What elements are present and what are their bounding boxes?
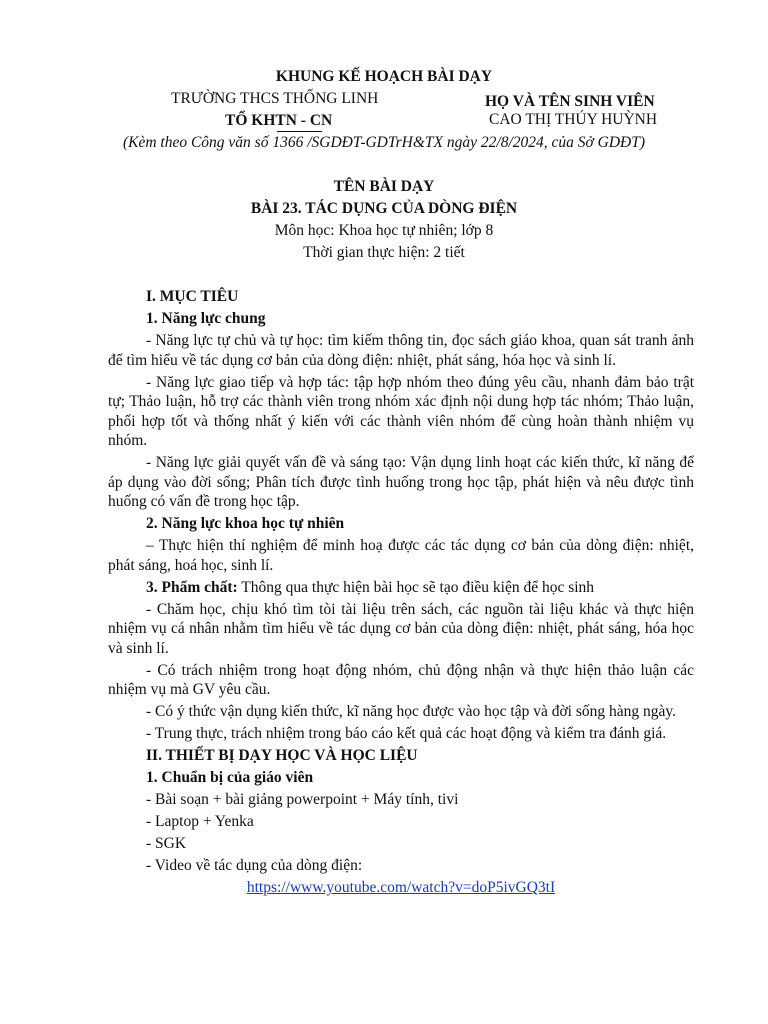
paragraph-communication: - Năng lực giao tiếp và hợp tác: tập hợp nhóm theo đúng yêu cầu, nhanh đảm bảo trật tự; Thảo luận, hỗ trợ các thành viên trong nhóm xác định nội dung hợp tác nhóm; Thảo luận, phối hợp tốt và thống nhất ý kiến với các thành viên nhóm để cùng hoàn thành nhiệm vụ nhóm.	[108, 373, 694, 449]
video-link-line	[108, 878, 694, 898]
lesson-subject: Môn học: Khoa học tự nhiên; lớp 8	[274, 222, 494, 239]
subheading-qualities: 3. Phẩm chất:	[146, 578, 238, 596]
lesson-duration: Thời gian thực hiện: 2 tiết	[303, 244, 465, 261]
subheading-general-competence: 1. Năng lực chung	[146, 310, 266, 327]
student-label: HỌ VÀ TÊN SINH VIÊN	[485, 93, 655, 110]
qualities-line	[108, 578, 694, 598]
attachment-note-prefix: (Kèm theo Công văn số	[122, 134, 273, 151]
subheading-science-competence: 2. Năng lực khoa học tự nhiên	[146, 515, 345, 532]
section-heading-equipment: II. THIẾT BỊ DẠY HỌC VÀ HỌC LIỆU	[146, 747, 418, 764]
paragraph-responsibility: - Có trách nhiệm trong hoạt động nhóm, chủ động nhận và thực hiện thảo luận các nhiệm vụ mà GV yêu cầu.	[108, 661, 694, 698]
lesson-label: TÊN BÀI DẠY	[333, 178, 435, 195]
section-heading-objectives: I. MỤC TIÊU	[146, 288, 239, 305]
paragraph-honesty: - Trung thực, trách nhiệm trong báo cáo kết quả các hoạt động và kiểm tra đánh giá.	[146, 725, 667, 742]
attachment-note	[0, 133, 768, 153]
department-underline	[277, 131, 322, 132]
attachment-note-number: 1366	[272, 134, 308, 151]
student-name: CAO THỊ THÚY HUỲNH	[489, 111, 658, 128]
list-item: - SGK	[146, 835, 187, 852]
qualities-intro: Thông qua thực hiện bài học sẽ tạo điều kiện để học sinh	[237, 578, 595, 596]
paragraph-self-learning: - Năng lực tự chủ và tự học: tìm kiếm thông tin, đọc sách giáo khoa, quan sát tranh ảnh để tìm hiểu về tác dụng cơ bản của dòng điện: nhiệt, phát sáng, hóa học và sinh lí.	[108, 332, 694, 369]
video-link[interactable]: https://www.youtube.com/watch?v=doP5ivGQ3tI	[246, 879, 556, 896]
subheading-teacher-prep: 1. Chuẩn bị của giáo viên	[146, 769, 314, 786]
paragraph-application: - Có ý thức vận dụng kiến thức, kĩ năng học được vào học tập và đời sống hàng ngày.	[146, 703, 677, 720]
document-body	[108, 287, 694, 898]
paragraph-diligence: - Chăm học, chịu khó tìm tòi tài liệu trên sách, các nguồn tài liệu khác và thực hiện nhiệm vụ cá nhân nhằm tìm hiểu về tác dụng cơ bản của dòng điện: nhiệt, phát sáng, hóa học và sinh lí.	[108, 600, 694, 657]
paragraph-problem-solving: - Năng lực giải quyết vấn đề và sáng tạo: Vận dụng linh hoạt các kiến thức, kĩ năng để áp dụng vào đời sống; Phân tích được tình huống trong học tập, phát hiện và nêu được tình huống có vấn đề trong học tập.	[108, 454, 694, 510]
lesson-title: BÀI 23. TÁC DỤNG CỦA DÒNG ĐIỆN	[250, 200, 518, 217]
attachment-note-suffix: /SGDĐT-GDTrH&TX ngày 22/8/2024, của Sở GDĐT)	[307, 134, 646, 151]
list-item: - Bài soạn + bài giảng powerpoint + Máy tính, tivi	[146, 791, 459, 808]
school-name: TRƯỜNG THCS THỐNG LINH	[171, 90, 379, 107]
list-item: - Video về tác dụng của dòng điện:	[146, 857, 363, 874]
document-title: KHUNG KẾ HOẠCH BÀI DẠY	[275, 68, 493, 85]
paragraph-experiments: – Thực hiện thí nghiệm để minh hoạ được các tác dụng cơ bản của dòng điện: nhiệt, phát sáng, hoá học, sinh lí.	[108, 537, 694, 574]
department-name: TỔ KHTN - CN	[225, 112, 333, 129]
list-item: - Laptop + Yenka	[146, 813, 254, 830]
